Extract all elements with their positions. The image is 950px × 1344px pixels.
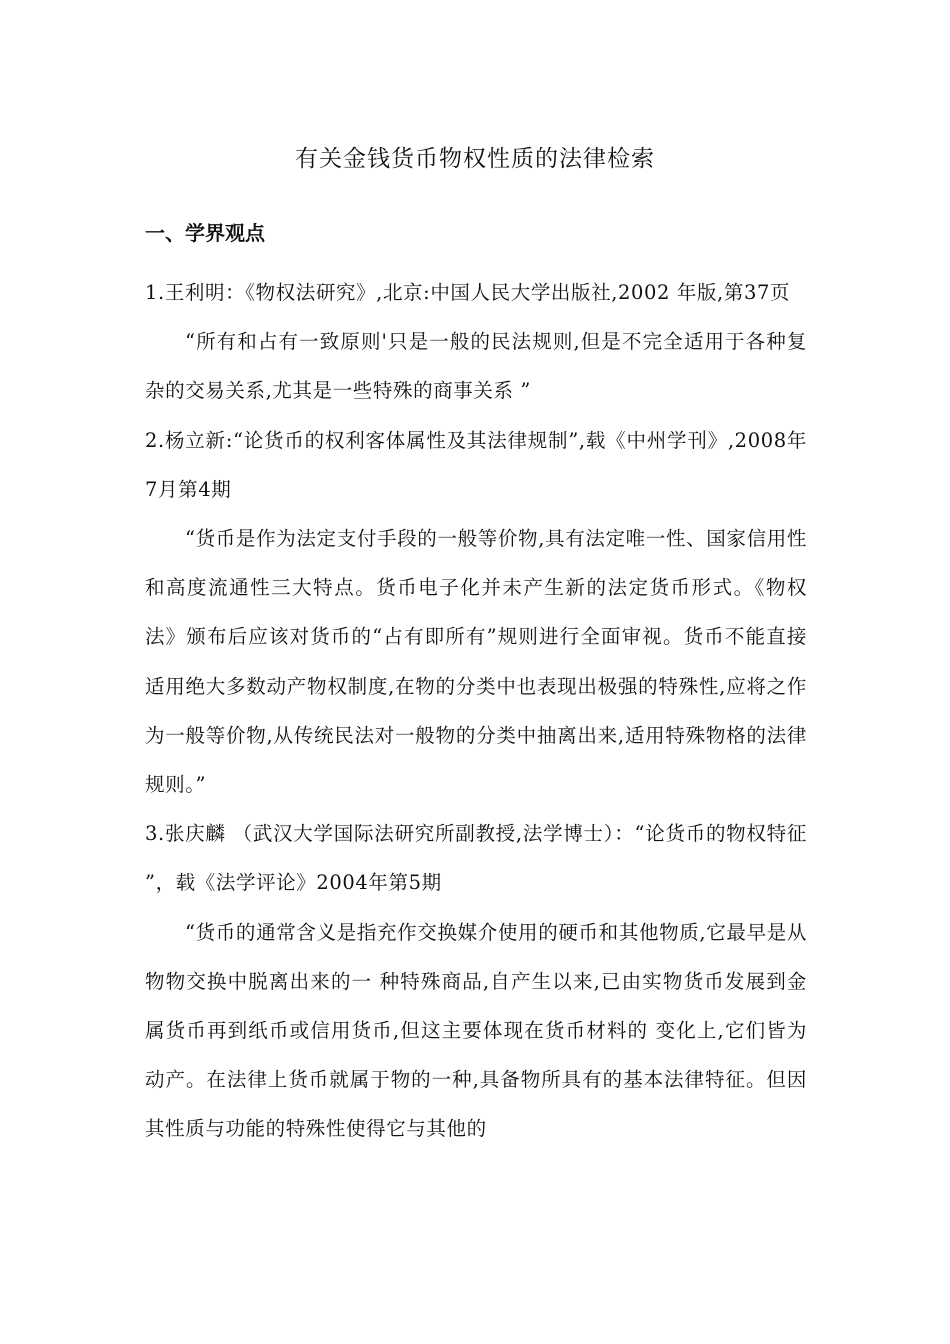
quote-3: “货币的通常含义是指充作交换媒介使用的硬币和其他物质,它最早是从物物交换中脱离出来的一 种特殊商品,自产生以来,已由实物货币发展到金属货币再到纸币或信用货币,但这主要体现在货币材料的 变化上,它们皆为动产。在法律上货币就属于物的一种,具备物所具有的基本法律特征。但因其性质与功能的特殊性使得它与其他的	[145, 920, 807, 1141]
citation-3: 3.张庆麟 （武汉大学国际法研究所副教授,法学博士）：“论货币的物权特征 ”，载《法学评论》2004年第5期	[145, 822, 807, 895]
quote-2: “货币是作为法定支付手段的一般等价物,具有法定唯一性、国家信用性和高度流通性三大特点。货币电子化并未产生新的法定货币形式。《物权法》颁布后应该对货币的“占有即所有”规则进行全面审视。货币不能直接 适用绝大多数动产物权制度,在物的分类中也表现出极强的特殊性,应将之作为一般等价物,从传统民法对一般物的分类中抽离出来,适用特殊物格的法律规则。”	[145, 527, 807, 797]
citation-1: 1.王利明：《物权法研究》,北京:中国人民大学出版社,2002 年版,第37页	[145, 281, 791, 304]
section-heading: 一、学界观点	[145, 221, 265, 245]
quote-1: “所有和占有一致原则'只是一般的民法规则,但是不完全适用于各种复杂的交易关系,尤其是一些特殊的商事关系 ”	[145, 330, 807, 403]
document-body	[145, 268, 807, 1154]
citation-2: 2.杨立新:“论货币的权利客体属性及其法律规制”,载《中州学刊》,2008年7月第4期	[145, 428, 807, 501]
document-title: 有关金钱货币物权性质的法律检索	[295, 146, 655, 172]
